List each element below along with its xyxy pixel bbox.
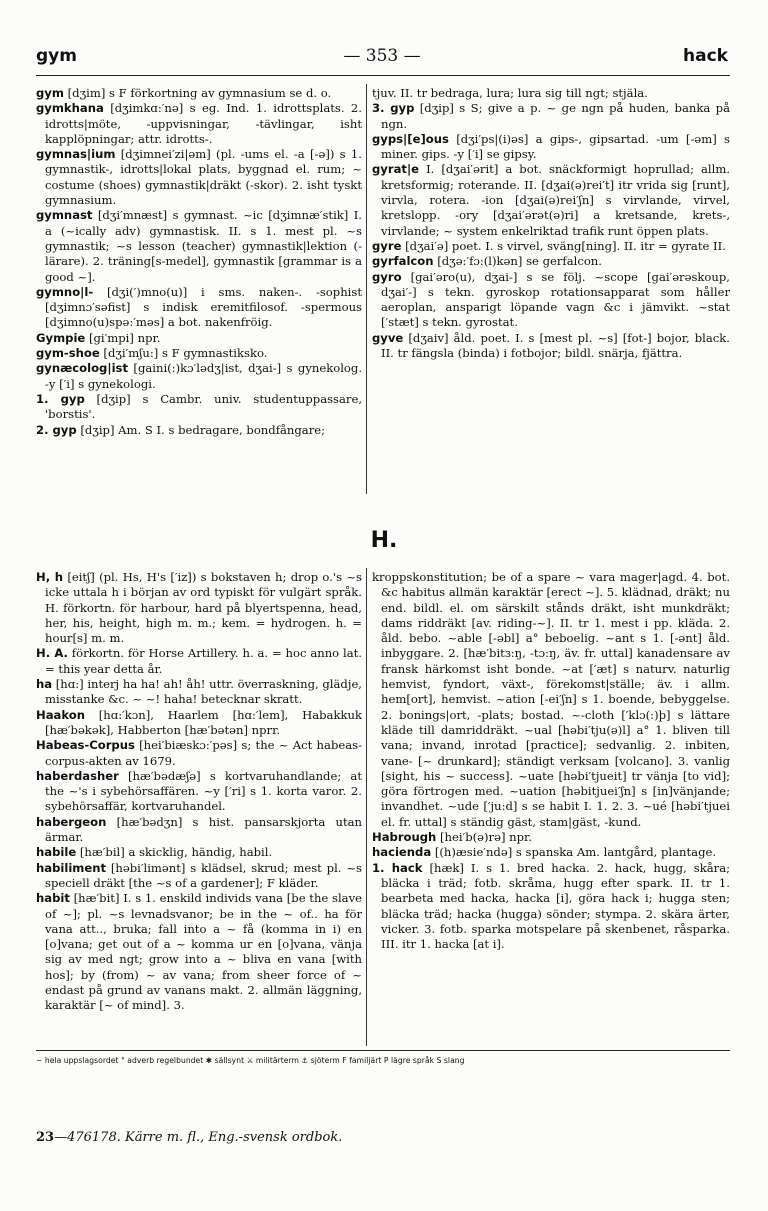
headword: gynæcolog|ist <box>36 361 128 376</box>
entry-definition: I. [dʒai′ərit] a bot. snäckformigt hoprullad; allm. kretsformig; roterande. II. [dʒai(ə)rei′t] itr vrida sig [runt], virvla, rotera. -ion [dʒai(ə)rei′ʃn] s virvlande, virvel, kretslopp. -ory [dʒai′ərət(ə)ri] a kretsande, krets-, virvlande; ~ system enkelriktad trafik runt öppen plats. <box>381 162 730 238</box>
headword: Habrough <box>372 830 437 845</box>
dictionary-entry <box>372 86 730 101</box>
dictionary-entry <box>36 285 362 331</box>
entry-definition: [dʒi(′)mno(u)] i sms. naken-. -sophist [dʒimnɔ′səfist] s indisk eremitfilosof. -spermous [dʒimno(u)spə:′məs] a bot. nakenfröig. <box>45 284 362 330</box>
column-left-top <box>36 86 362 506</box>
entry-definition: [hei′b(ə)rə] npr. <box>440 830 532 845</box>
entry-definition: [hæ′bədæʃə] s kortvaruhandlande; at the ~'s i sybehörsaffären. ~y [′ri] s 1. korta varor. 2. sybehörsaffär, kortvaruhandel. <box>45 768 362 814</box>
dictionary-entry <box>36 738 362 769</box>
column-right-bottom <box>372 570 730 1040</box>
dictionary-entry <box>36 86 362 101</box>
headword: habile <box>36 845 77 860</box>
entry-definition: [hæ′bil] a skicklig, händig, habil. <box>79 845 273 860</box>
headword: 1. gyp <box>36 391 85 406</box>
headword: habiliment <box>36 860 107 875</box>
entry-definition: [(h)æsie′ndə] s spanska Am. lantgård, plantage. <box>434 845 717 860</box>
section-letter: H. <box>370 528 398 553</box>
dictionary-entry <box>36 346 362 361</box>
dictionary-entry <box>372 162 730 238</box>
entry-definition: [hɑ:] interj ha ha! ah! åh! uttr. överraskning, glädje, misstanke &c. ~ ~! haha! betecknar skratt. <box>45 677 362 707</box>
dictionary-entry <box>36 101 362 147</box>
column-right-top <box>372 86 730 506</box>
headword: H, h <box>36 570 64 584</box>
dictionary-entry <box>36 845 362 860</box>
dictionary-entry <box>36 570 362 646</box>
entry-definition: [dʒip] Am. S I. s bedragare, bondfångare; <box>80 422 326 437</box>
headword: gym <box>36 86 64 100</box>
entry-definition: [dʒip] s Cambr. univ. studentuppassare, 'borstis'. <box>45 391 362 422</box>
page-number: — 353 — <box>343 46 421 66</box>
headword: gyre <box>372 238 402 253</box>
right-guide-word: hack <box>683 46 728 66</box>
entry-definition: [hɑ:′kɔn], Haarlem [hɑ:′lem], Habakkuk [hæ′bəkək], Habberton [hæ′bətən] nprr. <box>45 707 362 737</box>
dictionary-entry <box>372 861 730 953</box>
imprint: —476178. Kärre m. fl., Eng.-svensk ordbok. <box>54 1130 343 1145</box>
dictionary-entry <box>36 392 362 423</box>
dictionary-entry <box>36 646 362 677</box>
entry-definition: [dʒi′mʃu:] s F gymnastiksko. <box>103 346 268 361</box>
entry-definition: tjuv. II. tr bedraga, lura; lura sig till ngt; stjäla. <box>372 86 648 100</box>
dictionary-entry <box>372 254 730 269</box>
entry-definition: [gaini(:)kɔ′lədʒ|ist, dʒai-] s gynekolog. -y [′i] s gynekologi. <box>45 361 362 391</box>
headword: H. A. <box>36 646 68 661</box>
entry-definition: [həbi′limənt] s klädsel, skrud; mest pl. ~s speciell dräkt [the ~s of a gardener]; F kläder. <box>45 860 362 890</box>
headword: hacienda <box>372 845 432 860</box>
headword: Gympie <box>36 330 86 345</box>
dictionary-entry <box>36 769 362 815</box>
headword: ha <box>36 677 53 692</box>
entry-definition: [hei′biæskɔ:′pəs] s; the ~ Act habeas-corpus-akten av 1679. <box>45 738 362 768</box>
dictionary-entry <box>372 845 730 860</box>
dictionary-entry <box>36 891 362 1013</box>
entry-definition: förkortn. för Horse Artillery. h. a. = hoc anno lat. = this year detta år. <box>45 646 362 676</box>
dictionary-entry <box>372 270 730 331</box>
dictionary-entry <box>372 331 730 362</box>
entry-definition: [eitʃ] (pl. Hs, H's [′iz]) s bokstaven h; drop o.'s ~s icke uttala h i början av ord typiskt för vulgärt språk. H. förkortn. för harbour, hard på blyertspenna, head, her, his, height, high m. m.; kem. = hydrogen. h. = hour[s] m. m. <box>45 570 362 646</box>
headword: gyve <box>372 330 404 345</box>
entry-definition: [dʒip] s S; give a p. ~ ge ngn på huden, banka på ngn. <box>381 101 730 131</box>
dictionary-entry <box>372 132 730 163</box>
headword: gymnas|ium <box>36 147 116 162</box>
entry-definition: [dʒi′ps|(i)əs] a gips-, gipsartad. -um [-əm] s miner. gips. -y [′i] se gipsy. <box>381 131 730 162</box>
entry-definition: [dʒim] s F förkortning av gymnasium se d. o. <box>67 86 332 100</box>
headword: gyro <box>372 269 402 284</box>
headword: gyrat|e <box>372 162 420 177</box>
dictionary-entry <box>36 708 362 739</box>
headword: gymkhana <box>36 101 104 116</box>
column-left-bottom <box>36 570 362 1040</box>
dictionary-entry <box>372 830 730 845</box>
entry-definition: [gai′əro(u), dʒai-] s se följ. ~scope [gai′ərəskoup, dʒai′-] s tekn. gyroskop rotationsapparat som håller aeroplan, ansparigt löpande vagn &c i jämvikt. ~stat [′stæt] s tekn. gyrostat. <box>381 269 730 330</box>
page-header <box>36 46 728 72</box>
dictionary-entry <box>36 208 362 284</box>
headword: 1. hack <box>372 860 423 875</box>
entry-definition: [dʒə:′fɔ:(l)kən] se gerfalcon. <box>437 254 602 269</box>
entry-definition: [hæ′bədʒn] s hist. pansarskjorta utan ärmar. <box>45 814 362 845</box>
headword: habit <box>36 891 70 906</box>
entry-definition: [hæk] I. s 1. bred hacka. 2. hack, hugg, skåra; bläcka i träd; fotb. skråma, hugg efter spark. II. tr 1. bearbeta med hacka, hacka [i], göra hack i; hugga sten; bläcka träd; hacka (hugga) sönder; stympa. 2. skära ärter, vicker. 3. fotb. sparka motspelare på skenbenet, råsparka. III. itr 1. hacka [at i]. <box>381 860 730 952</box>
entry-definition: [dʒimkɑ:′nə] s eg. Ind. 1. idrottsplats. 2. idrotts|möte, -uppvisningar, -tävlingar, isht kapplöpningar; attr. idrotts-. <box>45 101 362 146</box>
column-divider-top <box>366 84 367 494</box>
headword: gymno|l- <box>36 284 94 299</box>
column-divider-bottom <box>366 568 367 1046</box>
dictionary-entry <box>36 147 362 208</box>
entry-definition: [dʒimnei′zi|əm] (pl. -ums el. -a [-ə]) s 1. gymnastik-, idrotts|lokal plats, byggnad el. rum; ~ costume (shoes) gymnastik|dräkt (-skor). 2. isht tyskt gymnasium. <box>45 147 362 208</box>
dictionary-entry <box>36 861 362 892</box>
entry-definition: [gi′mpi] npr. <box>88 330 161 345</box>
entry-definition: [dʒai′ə] poet. I. s virvel, sväng[ning]. II. itr = gyrate II. <box>405 238 726 253</box>
left-guide-word: gym <box>36 46 77 66</box>
headword: 2. gyp <box>36 422 77 437</box>
dictionary-entry <box>36 815 362 846</box>
sheet-number: 23 <box>36 1130 55 1145</box>
entry-definition: [dʒaiv] åld. poet. I. s [mest pl. ~s] [fot-] bojor, black. II. tr fängsla (binda) i fotbojor; bildl. snärja, fjättra. <box>381 330 730 361</box>
symbol-legend: ~ hela uppslagsordet ° adverb regelbundet ✱ sällsynt ⚔ militärterm ⚓ sjöterm F familjärt P lägre språk S slang <box>36 1056 465 1065</box>
header-rule <box>36 75 730 76</box>
headword: 3. gyp <box>372 101 415 116</box>
entry-definition: [hæ′bit] I. s 1. enskild individs vana [be the slave of ~]; pl. ~s levnadsvanor; be in the ~ of.. ha för vana att.., bruka; fall into a ~ få (komma in i) en [o]vana; get out of a ~ komma ur en [o]vana, vänja sig av med ngt; grow into a ~ bliva en vana [with hos]; by (from) ~ av vana; from sheer force of ~ endast på grund av vanans makt. 2. allmän läggning, karaktär [~ of mind]. 3. <box>45 891 362 1013</box>
legend-rule <box>36 1050 730 1051</box>
dictionary-entry <box>36 423 362 438</box>
headword: haberdasher <box>36 768 119 783</box>
headword: gyps|[e]ous <box>372 131 449 146</box>
dictionary-entry <box>372 570 730 830</box>
headword: gyrfalcon <box>372 254 434 269</box>
page-footer <box>36 1130 342 1145</box>
dictionary-entry <box>36 677 362 708</box>
dictionary-entry <box>372 239 730 254</box>
headword: Haakon <box>36 707 85 722</box>
dictionary-entry <box>36 331 362 346</box>
entry-definition: [dʒi′mnæst] s gymnast. ~ic [dʒimnæ′stik] I. a (~ically adv) gymnastisk. II. s 1. mest pl. ~s gymnastik; ~s lesson (teacher) gymnastik|lektion (-lärare). 2. träning[s-medel], gymnastik [grammar is a good ~]. <box>45 208 362 284</box>
headword: gymnast <box>36 208 93 223</box>
dictionary-entry <box>372 101 730 132</box>
headword: habergeon <box>36 814 107 829</box>
headword: gym-shoe <box>36 346 100 361</box>
entry-definition: kroppskonstitution; be of a spare ~ vara mager|agd. 4. bot. &c habitus allmän karaktär [erect ~]. 5. klädnad, dräkt; nu end. bildl. el. om särskilt stånds dräkt, isht munkdräkt; dams riddräkt [av. riding-~]. II. tr 1. mest i pp. kläda. 2. åld. bebo. ~able [-əbl] a° beboelig. ~ant s 1. [-ənt] åld. inbyggare. 2. [hæ′bitɜ:ŋ, -tɔ:ŋ, äv. fr. uttal] kanadensare av fransk härkomst isht bonde. ~at [′æt] s naturv. naturlig hemvist, fyndort, växt-, förekomst|ställe; äv. i allm. hem[ort], hemvist. ~ation [-ei′ʃn] s 1. boende, bebyggelse. 2. bonings|ort, -plats; bostad. ~-cloth [′klɔ(:)þ] s lättare kläde till damriddräkt. ~ual [həbi′tju(ə)l] a° 1. bliven till vana; invand, inrotad [practice]; sedvanlig. 2. inbiten, vane- [~ drunkard]; ständigt verksam [volcano]. 3. vanlig [sight, his ~ success]. ~uate [həbi′tjueit] tr vänja [to vid]; göra förtrogen med. ~uation [həbitjuei′ʃn] s [in]vänjande; invandhet. ~ude [′ju:d] s se habit I. 1. 2. 3. ~ué [həbi′tjuei el. fr. uttal] s ständig gäst, stam|gäst, -kund. <box>372 570 730 829</box>
headword: Habeas-Corpus <box>36 738 135 753</box>
dictionary-entry <box>36 361 362 392</box>
